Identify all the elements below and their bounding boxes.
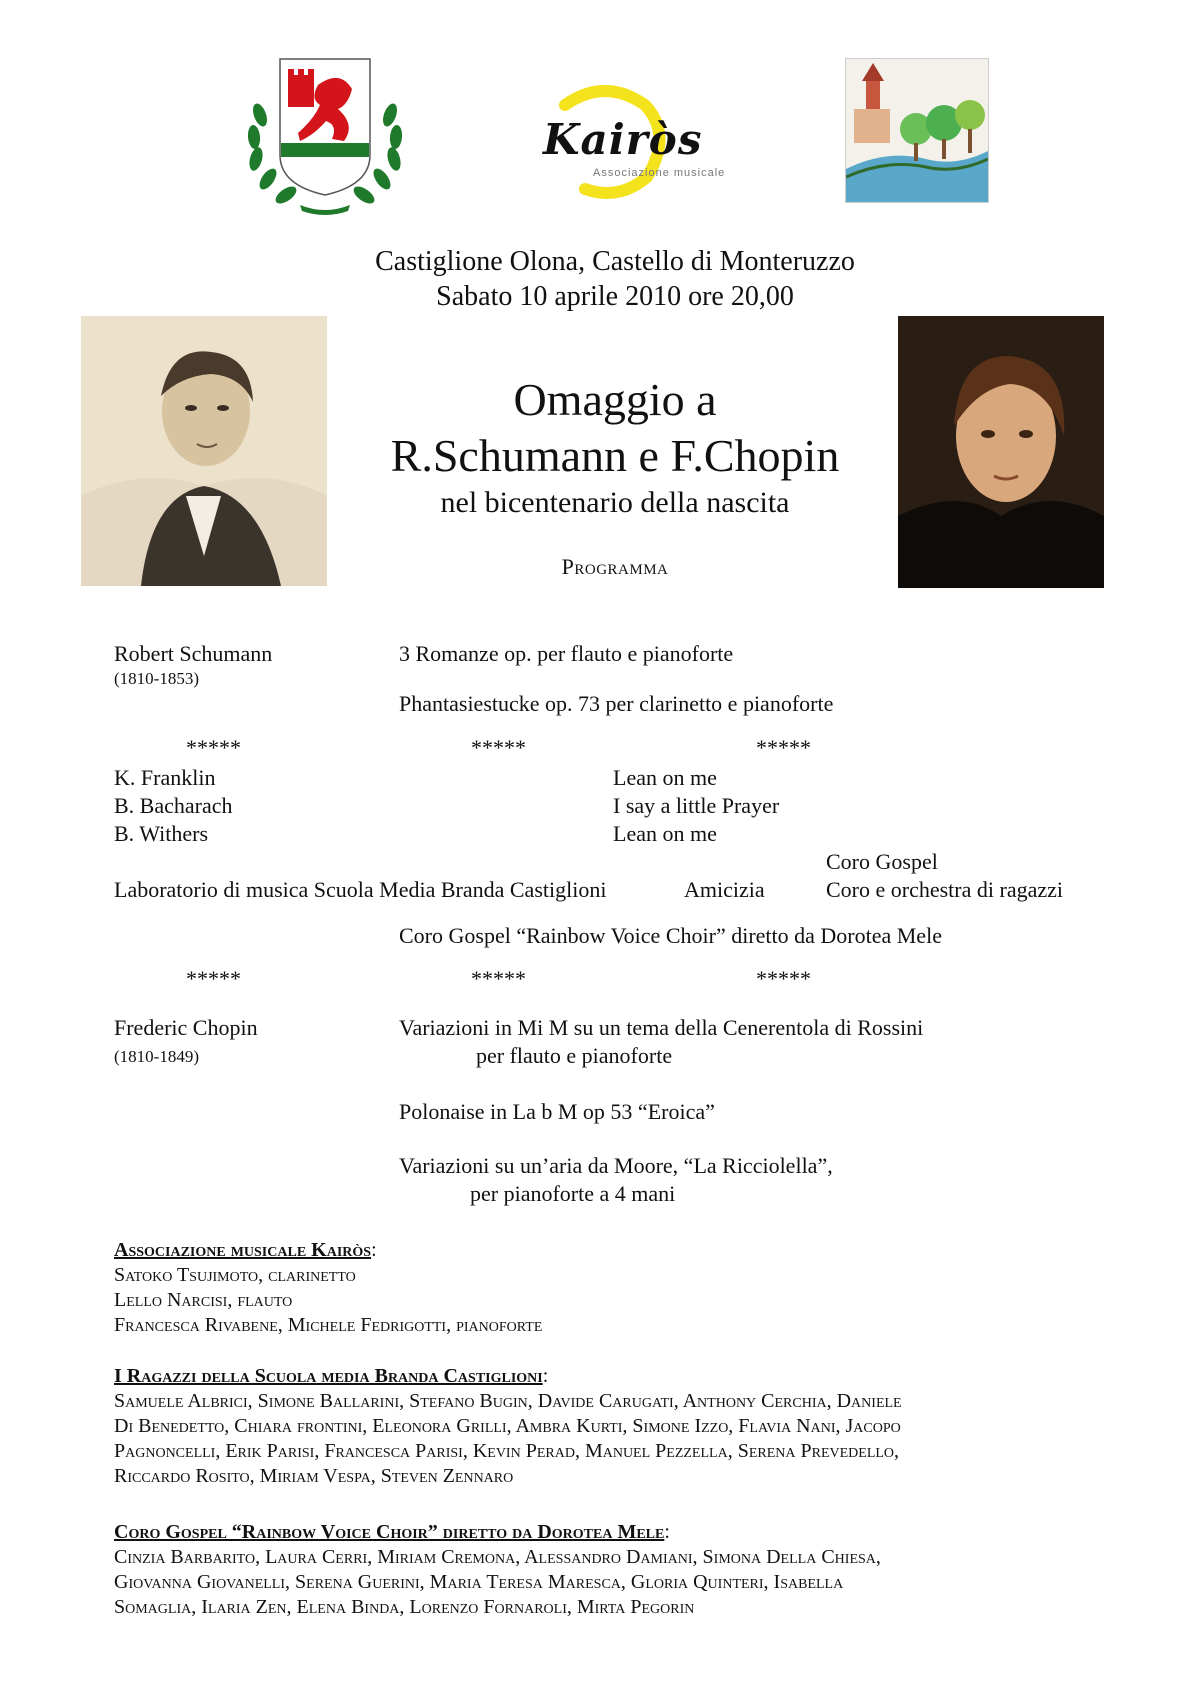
coro-gospel-note: Coro Gospel “Rainbow Voice Choir” diretto da Dorotea Mele xyxy=(399,923,942,948)
chopin-composer: Frederic Chopin xyxy=(114,1015,258,1040)
gospel-song: I say a little Prayer xyxy=(613,793,780,818)
comune-crest-logo xyxy=(240,55,410,215)
coro-performers xyxy=(114,1520,881,1620)
gospel-author: K. Franklin xyxy=(114,765,216,790)
coro-heading xyxy=(114,1520,881,1545)
laboratorio-piece: Amicizia xyxy=(684,877,765,902)
performer-line: Giovanna Giovanelli, Serena Guerini, Maria Teresa Maresca, Gloria Quinteri, Isabella xyxy=(114,1571,844,1593)
performer-line: Lello Narcisi, flauto xyxy=(114,1289,293,1311)
event-date: Sabato 10 aprile 2010 ore 20,00 xyxy=(436,281,794,312)
event-title xyxy=(0,372,1191,484)
performer-line: Samuele Albrici, Simone Ballarini, Stefano Bugin, Davide Carugati, Anthony Cerchia, Daniele xyxy=(114,1390,902,1412)
ragazzi-performers xyxy=(114,1364,902,1489)
programma-heading: Programma xyxy=(561,554,669,579)
laboratorio-name: Laboratorio di musica Scuola Media Branda Castiglioni xyxy=(114,877,607,902)
chopin-piece-3: Variazioni su un’aria da Moore, “La Ricciolella”, xyxy=(399,1153,833,1178)
chopin-piece-1-instruments: per flauto e pianoforte xyxy=(476,1043,673,1068)
schumann-piece-1: 3 Romanze op. per flauto e pianoforte xyxy=(399,641,734,666)
event-venue-date xyxy=(0,244,1191,314)
chopin-piece-1: Variazioni in Mi M su un tema della Cenerentola di Rossini xyxy=(399,1015,924,1040)
performer-line: Pagnoncelli, Erik Parisi, Francesca Parisi, Kevin Perad, Manuel Pezzella, Serena Prevedello, xyxy=(114,1440,900,1462)
title-line-1: Omaggio a xyxy=(513,374,717,425)
event-subtitle: nel bicentenario della nascita xyxy=(440,486,790,519)
gospel-author: B. Bacharach xyxy=(114,793,233,818)
event-venue: Castiglione Olona, Castello di Monteruzzo xyxy=(375,246,855,277)
laboratorio-performer-2: Coro e orchestra di ragazzi xyxy=(826,877,1063,902)
kairos-logo xyxy=(535,85,726,200)
schumann-piece-2: Phantasiestucke op. 73 per clarinetto e pianoforte xyxy=(399,691,834,716)
title-line-2: R.Schumann e F.Chopin xyxy=(390,430,840,481)
performer-line: Somaglia, Ilaria Zen, Elena Binda, Lorenzo Fornaroli, Mirta Pegorin xyxy=(114,1596,695,1618)
separator-stars: ***** xyxy=(186,966,241,991)
schumann-years: (1810-1853) xyxy=(114,669,199,688)
heading-colon: : xyxy=(371,1239,377,1261)
kairos-performers xyxy=(114,1238,542,1338)
separator-stars: ***** xyxy=(471,735,526,760)
ragazzi-heading xyxy=(114,1364,902,1389)
coro-heading-text: Coro Gospel “Rainbow Voice Choir” diretto da Dorotea Mele xyxy=(114,1521,665,1543)
kairos-heading xyxy=(114,1238,542,1263)
kairos-subtitle: Associazione musicale xyxy=(593,167,726,179)
schumann-composer: Robert Schumann xyxy=(114,641,273,666)
heading-colon: : xyxy=(664,1521,670,1543)
gospel-song: Lean on me xyxy=(613,765,717,790)
performer-line: Cinzia Barbarito, Laura Cerri, Miriam Cremona, Alessandro Damiani, Simona Della Chiesa, xyxy=(114,1546,881,1568)
ragazzi-heading-text: I Ragazzi della Scuola media Branda Castiglioni xyxy=(114,1365,543,1387)
laboratorio-performer-1: Coro Gospel xyxy=(826,849,938,874)
village-drawing-logo xyxy=(845,58,989,203)
performer-line: Di Benedetto, Chiara frontini, Eleonora Grilli, Ambra Kurti, Simone Izzo, Flavia Nani, Jacopo xyxy=(114,1415,901,1437)
separator-stars: ***** xyxy=(186,735,241,760)
chopin-piece-2: Polonaise in La b M op 53 “Eroica” xyxy=(399,1099,715,1124)
separator-stars: ***** xyxy=(756,966,811,991)
separator-stars: ***** xyxy=(756,735,811,760)
performer-line: Riccardo Rosito, Miriam Vespa, Steven Zennaro xyxy=(114,1465,514,1487)
kairos-heading-text: Associazione musicale Kairòs xyxy=(114,1239,372,1261)
separator-stars: ***** xyxy=(471,966,526,991)
gospel-song: Lean on me xyxy=(613,821,717,846)
heading-colon: : xyxy=(542,1365,549,1387)
kairos-wordmark: Kairòs xyxy=(543,115,703,164)
chopin-years: (1810-1849) xyxy=(114,1047,199,1066)
chopin-piece-3-instruments: per pianoforte a 4 mani xyxy=(470,1181,676,1206)
performer-line: Satoko Tsujimoto, clarinetto xyxy=(114,1264,356,1286)
performer-line: Francesca Rivabene, Michele Fedrigotti, pianoforte xyxy=(114,1314,543,1336)
gospel-author: B. Withers xyxy=(114,821,209,846)
